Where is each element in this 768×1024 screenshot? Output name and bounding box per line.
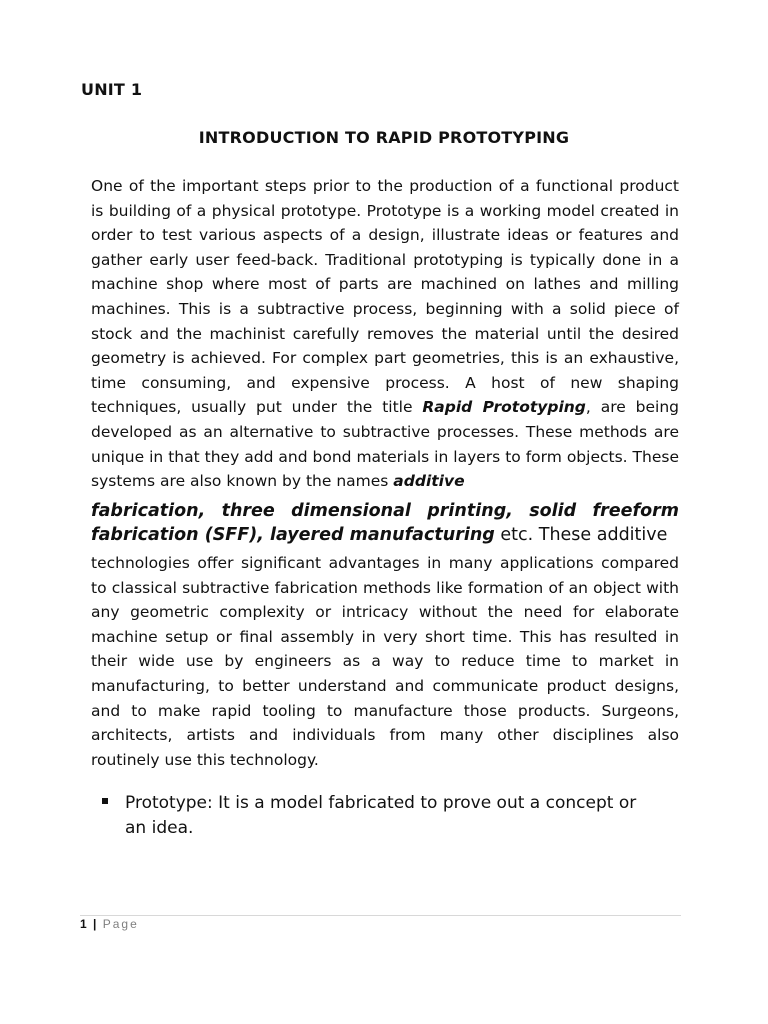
- list-item: [102, 791, 662, 841]
- page-label: Page: [102, 917, 139, 931]
- footer-divider: [80, 915, 681, 916]
- page-number: 1: [80, 917, 87, 931]
- intro-paragraph: [91, 174, 679, 494]
- page-title: INTRODUCTION TO RAPID PROTOTYPING: [198, 128, 570, 147]
- unit-heading: UNIT 1: [81, 80, 143, 99]
- bullet-square-icon: [102, 798, 108, 804]
- page-footer: [80, 917, 139, 931]
- footer-separator: |: [93, 917, 97, 931]
- alternative-names-terms: fabrication, three dimensional printing, solid freeform fabrication (SFF), layered manufacturing: [91, 501, 679, 545]
- intro-text-b: , are being developed as an alternative to subtractive processes. These methods are unique in that they add and bond materials in layers to form objects. These systems are also known by the names: [91, 398, 679, 491]
- advantages-paragraph: technologies offer significant advantages in many applications compared to classical subtractive fabrication methods like formation of an object with any geometric complexity or intricacy without the need for elaborate machine setup or final assembly in very short time. This has resulted in their wide use by engineers as a way to reduce time to market in manufacturing, to better understand and communicate product designs, and to make rapid tooling to manufacture those products. Surgeons, architects, artists and individuals from many other disciplines also routinely use this technology.: [91, 554, 679, 769]
- intro-text-a: One of the important steps prior to the production of a functional product is building of a physical prototype. Prototype is a working model created in order to test various aspects of a design, illustrate ideas or features and gather early user feed-back. Traditional prototyping is typically done in a machine shop where most of parts are machined on lathes and milling machines. This is a subtractive process, beginning with a solid piece of stock and the machinist carefully removes the material until the desired geometry is achieved. For complex part geometries, this is an exhaustive, time consuming, and expensive process. A host of new shaping techniques, usually put under the title: [91, 177, 679, 417]
- term-additive: additive: [393, 472, 465, 491]
- alternative-names-tail: etc. These additive: [494, 525, 668, 545]
- term-rapid-prototyping: Rapid Prototyping: [422, 398, 586, 417]
- list-item-text: Prototype: It is a model fabricated to prove out a concept or an idea.: [125, 793, 637, 838]
- alternative-names: [91, 499, 679, 547]
